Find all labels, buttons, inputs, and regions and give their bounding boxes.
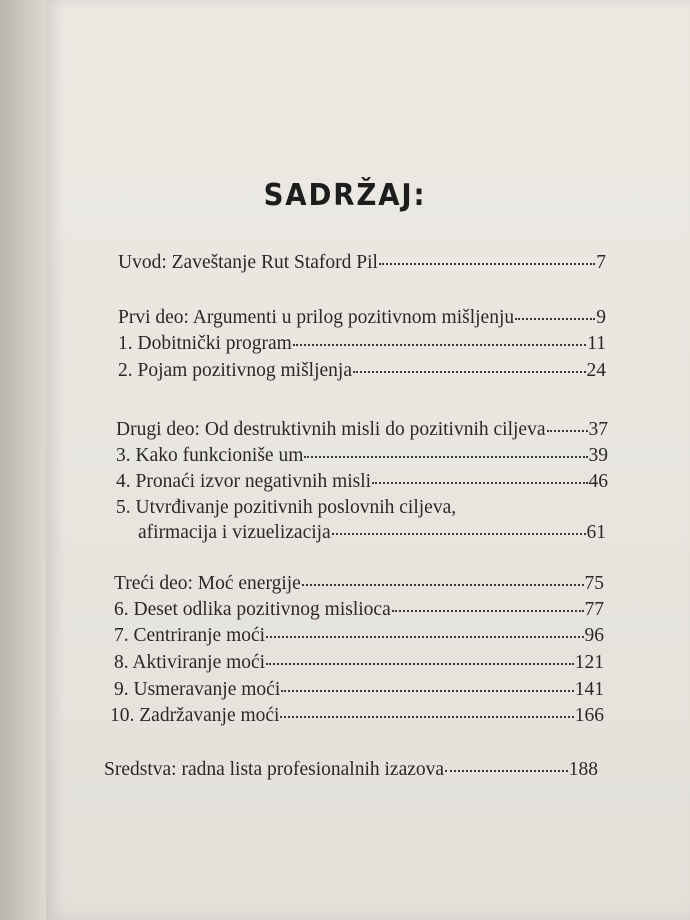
page-number: 166 <box>574 705 604 726</box>
toc-entry-chapter-8: 8. Aktiviranje moći 121 <box>114 652 604 673</box>
page-number: 188 <box>568 759 598 780</box>
page-number: 141 <box>574 679 604 700</box>
page-number: 75 <box>584 573 604 594</box>
page-number: 61 <box>586 522 606 543</box>
toc-entry-resources: Sredstva: radna lista profesionalnih izazova 188 <box>104 759 598 780</box>
toc-entry-chapter-7: 7. Centriranje moći 96 <box>114 625 604 646</box>
toc-entry-chapter-6: 6. Deset odlika pozitivnog mislioca 77 <box>114 599 604 620</box>
toc-entry-chapter-4: 4. Pronaći izvor negativnih misli 46 <box>116 471 608 492</box>
page-number: 7 <box>596 252 606 273</box>
toc-entry-chapter-2: 2. Pojam pozitivnog mišljenja 24 <box>118 360 606 381</box>
page-number: 37 <box>588 419 608 440</box>
page-number: 77 <box>584 599 604 620</box>
toc-entry-part-1: Prvi deo: Argumenti u prilog pozitivnom mišljenju 9 <box>118 307 606 328</box>
page-title: SADRŽAJ: <box>263 178 427 213</box>
toc-entry-chapter-10: 10. Zadržavanje moći 166 <box>110 705 604 726</box>
toc-entry-chapter-5: 5. Utvrđivanje pozitivnih poslovnih ciljeva, <box>116 497 457 518</box>
page-number: 121 <box>574 652 604 673</box>
toc-entry-chapter-9: 9. Usmeravanje moći 141 <box>114 679 604 700</box>
toc-entry-intro: Uvod: Zaveštanje Rut Staford Pil 7 <box>118 252 606 273</box>
page-number: 96 <box>584 625 604 646</box>
toc-entry-chapter-3: 3. Kako funkcioniše um 39 <box>116 445 608 466</box>
page-number: 9 <box>596 307 606 328</box>
page-number: 39 <box>588 445 608 466</box>
toc-entry-part-2: Drugi deo: Od destruktivnih misli do pozitivnih ciljeva 37 <box>116 419 608 440</box>
toc-entry-part-3: Treći deo: Moć energije 75 <box>114 573 604 594</box>
page-number: 46 <box>588 471 608 492</box>
toc-entry-chapter-1: 1. Dobitnički program 11 <box>118 333 606 354</box>
page-number: 24 <box>586 360 606 381</box>
page-number: 11 <box>587 333 606 354</box>
book-spine-shadow <box>0 0 52 920</box>
toc-entry-chapter-5-continued: afirmacija i vizuelizacija 61 <box>138 522 606 543</box>
